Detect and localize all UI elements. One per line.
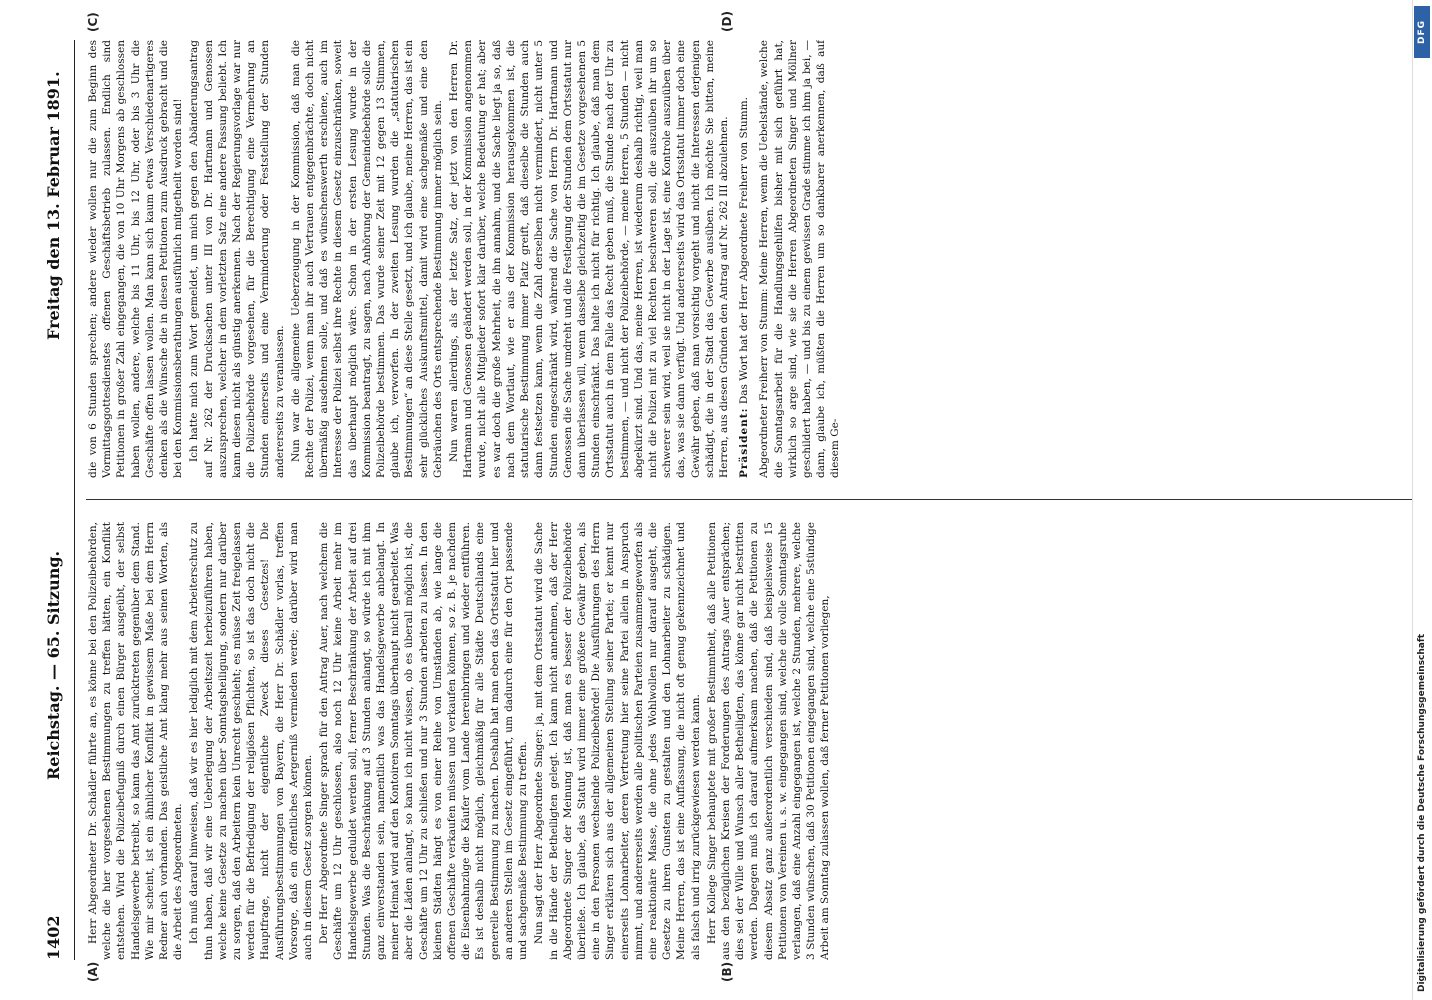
speaker-text: Abgeordneter Freiherr von Stumm: Meine Herren, wenn die Uebelstände, welche die Sonntagsarbeit für die Handlungsgehilfen bisher mit sich geführt hat, wirklich so arge sind, wie sie die Herren Abgeordneten Singer und Möllner geschildert haben, — und bis zu einem gewissen Grade stimme ich ihm ja bei, — dann, glaube ich, müßten die Herren um so dankbarer anerkennen, daß auf diesem Ge- <box>758 40 842 478</box>
header-rule <box>74 40 75 960</box>
text-paragraph: Nun war die allgemeine Ueberzeugung in der Kommission, daß man die Rechte der Polizei, wenn man ihr auch Vertrauen entgegenbrächte, doch nicht übermäßig ausdehnen solle, und daß es wünschenswerth erschiene, auch im Interesse der Polizei selbst ihre Rechte in diesem Gesetz einzuschränken, soweit das überhaupt möglich wäre. Schon in der ersten Lesung wurde in der Kommission beantragt, zu sagen, nach Anhörung der Gemeindebehörde solle die Polizeibehörde bestimmen. Das wurde seiner Zeit mit 12 gegen 13 Stimmen, glaube ich, verworfen. In der zweiten Lesung wurden die „statutarischen Bestimmungen“ an diese Stelle gesetzt, und ich glaube, meine Herren, das ist ein sehr glückliches Auskunftsmittel, damit wird eine sachgemäße und eine den Gebräuchen des Orts entsprechende Bestimmung immer möglich sein. <box>289 40 444 478</box>
page-number: 1402 <box>44 915 63 960</box>
speaker-text: Das Wort hat der Herr Abgeordnete Freiherr von Stumm. <box>738 97 751 408</box>
header-date: Freitag den 13. Februar 1891. <box>44 71 63 340</box>
dfg-funding-note: Digitalisierung gefördert durch die Deutsche Forschungsgemeinschaft <box>1417 633 1427 992</box>
margin-mark-c: (C) <box>86 12 100 32</box>
text-paragraph: Herr Kollege Singer behauptete mit großer Bestimmtheit, daß alle Petitionen aus den bezüglichen Kreisen der Forderungen des Antrags Auer entsprächen; dies sei der Wille und Wunsch aller Betheiligten, das könne gar nicht bestritten werden. Dagegen muß ich darauf aufmerksam machen, daß die Petitionen zu diesem Absatz ganz außerordentlich verschieden sind, daß beispielsweise 15 Petitionen von Vereinen u. s. w. eingegangen sind, welche die volle Sonntagsruhe verlangen, daß eine Anzahl eingegangen ist, welche 2 Stunden, mehrere, welche 3 Stunden wünschen, daß 30 Petitionen eingegangen sind, welche eine 5stündige Arbeit am Sonntag zulassen wollen, daß ferner Petitionen vorliegen, <box>705 522 832 960</box>
text-paragraph: Nun sagt der Herr Abgeordnete Singer: ja, mit dem Ortsstatut wird die Sache in die Hände der Betheiligten gelegt. Ich kann nicht annehmen, daß der Herr Abgeordnete Singer der Meinung ist, daß man es besser der Polizeibehörde überließe. Ich glaube, das Statut wird immer eine größere Gewähr geben, als eine in den Personen wechselnde Polizeibehörde! Die Ausführungen des Herrn Singer erklären sich aus der allgemeinen Stellung seiner Partei; er kennt nur einerseits Lohnarbeiter, deren Vertretung hier seine Partei allein in Anspruch nimmt, und andererseits werden alle politischen Parteien zusammengeworfen als eine reaktionäre Masse, die ohne jedes Wohlwollen nur darauf ausgeht, die Gesetze zu ihren Gunsten zu gestalten und den Lohnarbeiter zu schädigen. Meine Herren, das ist eine Auffassung, die nicht oft genug gekennzeichnet und als falsch und irrig zurückgewiesen werden kann. <box>533 522 702 960</box>
speaker-paragraph <box>757 40 842 478</box>
text-paragraph: Der Herr Abgeordnete Singer sprach für den Antrag Auer, nach welchem die Geschäfte um 12 Uhr geschlossen, also noch 12 Uhr keine Arbeit mehr im Handelsgewerbe geduldet werden soll, ferner Beschränkung der Arbeit auf drei Stunden. Was die Beschränkung auf 3 Stunden anlangt, so würde ich mit ihm ganz einverstanden sein, namentlich was das Handelsgewerbe anbelangt. In meiner Heimat wird auf den Kontoiren Sonntags überhaupt nicht gearbeitet. Was aber die Läden anlangt, so kann ich nicht wissen, ob es überall möglich ist, die Geschäfte um 12 Uhr zu schließen und nur 3 Stunden arbeiten zu lassen. In den kleinen Städten hängt es von einer Reihe von Umständen ab, wie lange die offenen Geschäfte verkaufen müssen und verkaufen können, so z. B. je nachdem die Eisenbahnzüge die Käufer vom Lande hereinbringen und wieder entführen. Es ist deshalb nicht möglich, gleichmäßig für alle Städte Deutschlands eine generelle Bestimmung zu machen. Deshalb hat man eben das Ortsstatut hier und an anderen Stellen im Gesetz eingeführt, um dadurch eine für den Ort passende und sachgemäße Bestimmung zu treffen. <box>318 522 530 960</box>
column-divider <box>86 499 1416 500</box>
text-paragraph: Ich muß darauf hinweisen, daß wir es hier lediglich mit dem Arbeiterschutz zu thun haben, daß wir eine Ueberlegung der Arbeitszeit herbeizuführen haben, welche keine Gesetze zu machen über Sonntagsheiligung, sondern nur darüber zu sorgen, daß den Arbeitern kein Unrecht geschieht; es müsse Zeit freigelassen werden für die Befriedigung der religiösen Pflichten, so ist das doch nicht die Hauptfrage, nicht der eigentliche Zweck dieses Gesetzes! Die Ausführungsbestimmungen von Bayern, die Herr Dr. Schädler vorlas, treffen Vorsorge, daß ein öffentliches Aergerniß vermieden werde; darüber wird man auch in diesem Gesetz sorgen können. <box>188 522 315 960</box>
speaker-name: Präsident: <box>738 407 751 478</box>
dfg-logo-badge: DFG <box>1414 6 1430 58</box>
margin-mark-d: (D) <box>720 11 734 32</box>
speaker-paragraph <box>737 40 751 478</box>
margin-mark-b: (B) <box>720 961 734 982</box>
left-text-column <box>86 522 1416 960</box>
page-header <box>40 40 72 960</box>
right-text-column <box>86 40 1416 478</box>
text-paragraph: Herr Abgeordneter Dr. Schädler führte an, es könne bei den Polizeibehörden, welche die hier vorgesehenen Bestimmungen zu treffen hätten, ein Konflikt entstehen. Wird die Polizeibefugniß durch einen Bürger ausgeübt, der selbst Handelsgewerbe betreibt, so kann das Amt zurücktreten gegenüber dem Stand. Wie mir scheint, ist ein ähnlicher Konflikt in gewissem Maße bei dem Herrn Redner auch vorhanden. Das geistliche Amt klang mehr aus seinen Worten, als die Arbeit des Abgeordneten. <box>87 522 185 960</box>
margin-mark-a: (A) <box>86 961 100 982</box>
text-paragraph: Nun waren allerdings, als der letzte Satz, der jetzt von den Herren Dr. Hartmann und Genossen geändert werden soll, in der Kommission angenommen wurde, nicht alle Mitglieder sofort klar darüber, welche Bedeutung er hat; aber es war doch die große Mehrheit, die ihn annahm, und die Sache liegt ja so, daß nach dem Wortlaut, wie er aus der Kommission herausgekommen ist, die statutarische Bestimmung immer Platz greift, daß dieselbe die Stunden auch dann festsetzen kann, wenn die Zahl derselben nicht vermindert, nicht unter 5 Stunden eingeschränkt wird, während die Sache von Herrn Dr. Hartmann und Genossen die Sache umdreht und die Festlegung der Stunden dem Ortsstatut nur dann überlassen will, wenn dasselbe gleichzeitig die im Gesetze vorgesehenen 5 Stunden einschränkt. Das halte ich nicht für richtig. Ich glaube, daß man dem Ortsstatut auch in dem Falle das Recht geben muß, die Stunde nach der Uhr zu bestimmen, — und nicht der Polizeibehörde, — meine Herren, 5 Stunden — nicht abgekürzt sind. Und das, meine Herren, ist wiederum deshalb richtig, weil man nicht die Polizei mit zu viel Rechten beschweren soll, die auszuüben ihr um so schwerer sein wird, weil sie nicht in der Lage ist, eine Kontrole auszuüben über das, was sie dann verfügt. Und andererseits wird das Ortsstatut immer doch eine Gewähr geben, daß man vorsichtig vorgeht und nicht die Interessen derjenigen schädigt, die in der Stadt das Gewerbe ausüben. Ich möchte Sie bitten, meine Herren, aus diesen Gründen den Antrag auf Nr. 262 III abzulehnen. <box>448 40 730 478</box>
text-paragraph: die von 6 Stunden sprechen; andere wieder wollen nur die zum Beginn des Vormittagsgottesdienstes offenen Geschäftsbetrieb zulassen. Endlich sind Petitionen in großer Zahl eingegangen, die von 10 Uhr Morgens ab geschlossen haben wollen, andere, welche bis 11 Uhr, bis 12 Uhr, oder bis 3 Uhr die Geschäfte offen lassen wollen. Man kann sich kaum etwas Verschiedenartigeres denken als die Wünsche die in diesen Petitionen zum Ausdruck gebracht und die bei den Kommissionsberathungen ausführlich mitgetheilt worden sind! <box>87 40 185 478</box>
header-session: Reichstag. — 65. Sitzung. <box>44 550 63 780</box>
text-paragraph: Ich hatte mich zum Wort gemeldet, um mich gegen den Abänderungsantrag auf Nr. 262 der Drucksachen unter III von Dr. Hartmann und Genossen auszusprechen, welcher in dem vorletzten Satz eine andere Fassung beliebt. Ich kann diesen nicht als günstig anerkennen. Nach der Regierungsvorlage war nur die Polizeibehörde vorgesehen, für die Berechtigung eine Vermehrung an Stunden einerseits und eine Verminderung oder Feststellung der Stunden andererseits zu veranlassen. <box>188 40 286 478</box>
